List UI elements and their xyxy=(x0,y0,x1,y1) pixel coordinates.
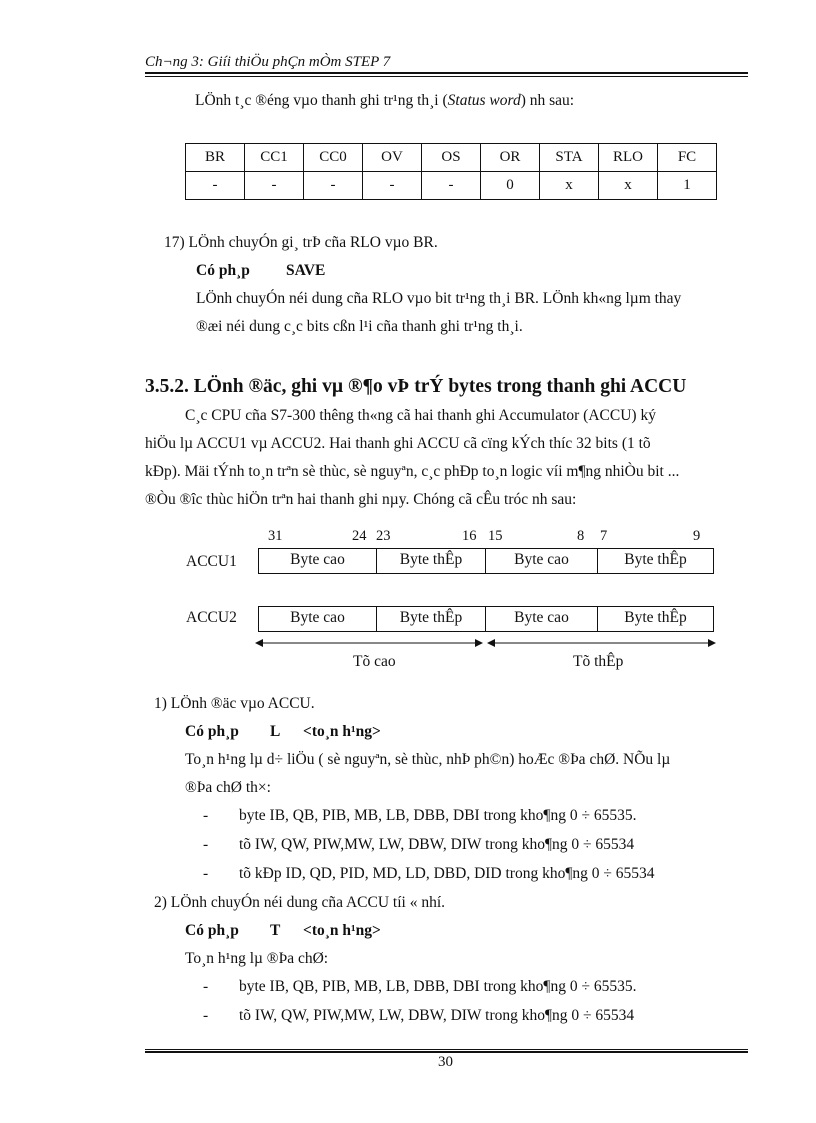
word-low-arrow xyxy=(487,639,716,647)
bullet-dash: - xyxy=(203,836,209,853)
item1-desc-line1: To¸n h¹ng lµ d÷ liÖu ( sè nguyªn, sè thùc, nhÞ ph©n) hoÆc ®Þa chØ. NÕu lµ xyxy=(185,751,671,768)
item2-syntax-label: Có ph¸p xyxy=(185,922,239,939)
bit-label: 31 xyxy=(268,528,283,544)
bit-label: 16 xyxy=(462,528,477,544)
item1-syntax-label: Có ph¸p xyxy=(185,723,239,740)
section-para-line3: kÐp). Mäi tÝnh to¸n trªn sè thùc, sè nguyªn, c¸c phÐp to¸n logic víi m¶ng nhiÒu bit ... xyxy=(145,463,680,480)
accu2-byte-cell: Byte cao xyxy=(486,607,598,631)
table-cell: STA xyxy=(540,144,599,172)
bullet-dash: - xyxy=(203,865,209,882)
section-heading: 3.5.2. LÖnh ®äc, ghi vµ ®¶o vÞ trÝ bytes trong thanh ghi ACCU xyxy=(145,376,687,397)
bit-label: 15 xyxy=(488,528,503,544)
bullet-dash: - xyxy=(203,807,209,824)
item17-desc-line1: LÖnh chuyÓn néi dung cña RLO vµo bit tr¹ng th¸i BR. LÖnh kh«ng lµm thay xyxy=(196,290,682,307)
table-cell: x xyxy=(540,172,599,200)
bullet-dash: - xyxy=(203,978,209,995)
table-cell: CC0 xyxy=(304,144,363,172)
page-number: 30 xyxy=(438,1054,453,1070)
accu1-byte-cell: Byte cao xyxy=(259,549,377,573)
accu1-byte-cell: Byte cao xyxy=(486,549,598,573)
table-cell: OR xyxy=(481,144,540,172)
item1-desc-line2: ®Þa chØ th×: xyxy=(185,779,271,796)
bit-label: 24 xyxy=(352,528,367,544)
section-para-line1: C¸c CPU cña S7-300 thêng th«ng cã hai thanh ghi Accumulator (ACCU) ký xyxy=(185,407,656,424)
item17-syntax-label: Có ph¸p xyxy=(196,262,250,279)
item2-title: 2) LÖnh chuyÓn néi dung cña ACCU tíi « nhí. xyxy=(154,894,446,911)
item2-bullet: byte IB, QB, PIB, MB, LB, DBB, DBI trong kho¶ng 0 ÷ 65535. xyxy=(239,978,637,995)
table-cell: CC1 xyxy=(245,144,304,172)
item17-syntax-cmd: SAVE xyxy=(286,262,326,279)
section-para-line2: hiÖu lµ ACCU1 vµ ACCU2. Hai thanh ghi ACCU cã cïng kÝch thíc 32 bits (1 tõ xyxy=(145,435,651,452)
item1-bullet: tõ kÐp ID, QD, PID, MD, LD, DBD, DID trong kho¶ng 0 ÷ 65534 xyxy=(239,865,655,882)
item1-syntax-arg: <to¸n h¹ng> xyxy=(303,723,381,740)
section-para-line4: ®Òu ®îc thùc hiÖn trªn hai thanh ghi nµy. Chóng cã cÊu tróc nh sau: xyxy=(145,491,577,508)
header-rule-thin xyxy=(145,76,748,77)
footer-rule-thin xyxy=(145,1049,748,1050)
footer-rule-thick xyxy=(145,1051,748,1053)
item2-bullet: tõ IW, QW, PIW,MW, LW, DBW, DIW trong kho¶ng 0 ÷ 65534 xyxy=(239,1007,635,1024)
bit-label: 7 xyxy=(600,528,608,544)
table-cell: x xyxy=(599,172,658,200)
accu2-register xyxy=(258,606,714,632)
table-row xyxy=(186,172,717,200)
bit-label: 23 xyxy=(376,528,391,544)
accu2-byte-cell: Byte cao xyxy=(259,607,377,631)
item17-desc-line2: ®æi néi dung c¸c bits cßn l¹i cña thanh ghi tr¹ng th¸i. xyxy=(196,318,523,335)
word-high-arrow xyxy=(255,639,483,647)
table-cell: RLO xyxy=(599,144,658,172)
bit-label: 9 xyxy=(693,528,701,544)
accu1-byte-cell: Byte thÊp xyxy=(377,549,486,573)
accu1-byte-cell: Byte thÊp xyxy=(624,551,687,568)
table-cell: - xyxy=(186,172,245,200)
table-cell: - xyxy=(304,172,363,200)
table-cell: - xyxy=(245,172,304,200)
accu2-byte-cell: Byte thÊp xyxy=(377,607,486,631)
word-span-arrows xyxy=(255,636,720,650)
bullet-dash: - xyxy=(203,1007,209,1024)
item2-syntax-cmd: T xyxy=(270,922,281,939)
table-header-row xyxy=(186,144,717,172)
table-cell: 0 xyxy=(481,172,540,200)
accu2-byte-cell: Byte thÊp xyxy=(624,609,687,626)
item1-title: 1) LÖnh ®äc vµo ACCU. xyxy=(154,695,315,712)
table-cell: OS xyxy=(422,144,481,172)
bit-label: 8 xyxy=(577,528,585,544)
item1-bullet: byte IB, QB, PIB, MB, LB, DBB, DBI trong kho¶ng 0 ÷ 65535. xyxy=(239,807,637,824)
accu2-label: ACCU2 xyxy=(186,609,237,626)
header-rule-thick xyxy=(145,72,748,74)
table-cell: OV xyxy=(363,144,422,172)
table-cell: - xyxy=(363,172,422,200)
status-word-table xyxy=(185,143,717,200)
table-cell: FC xyxy=(658,144,717,172)
item1-syntax-cmd: L xyxy=(270,723,281,740)
table-cell: - xyxy=(422,172,481,200)
accu1-label: ACCU1 xyxy=(186,553,237,570)
status-word-term: Status word xyxy=(447,92,521,109)
table-cell: BR xyxy=(186,144,245,172)
page-header-title: Ch¬ng 3: Giíi thiÖu phÇn mÒm STEP 7 xyxy=(145,54,391,70)
item1-bullet: tõ IW, QW, PIW,MW, LW, DBW, DIW trong kho¶ng 0 ÷ 65534 xyxy=(239,836,635,853)
item17-title: 17) LÖnh chuyÓn gi¸ trÞ cña RLO vµo BR. xyxy=(164,234,438,251)
table-cell: 1 xyxy=(658,172,717,200)
item2-desc-line1: To¸n h¹ng lµ ®Þa chØ: xyxy=(185,950,329,967)
accu1-register xyxy=(258,548,714,574)
status-word-intro: LÖnh t¸c ®éng vµo thanh ghi tr¹ng th¸i (Status word) nh sau: xyxy=(195,92,575,109)
word-low-label: Tõ thÊp xyxy=(573,653,624,670)
word-high-label: Tõ cao xyxy=(353,653,396,670)
item2-syntax-arg: <to¸n h¹ng> xyxy=(303,922,381,939)
